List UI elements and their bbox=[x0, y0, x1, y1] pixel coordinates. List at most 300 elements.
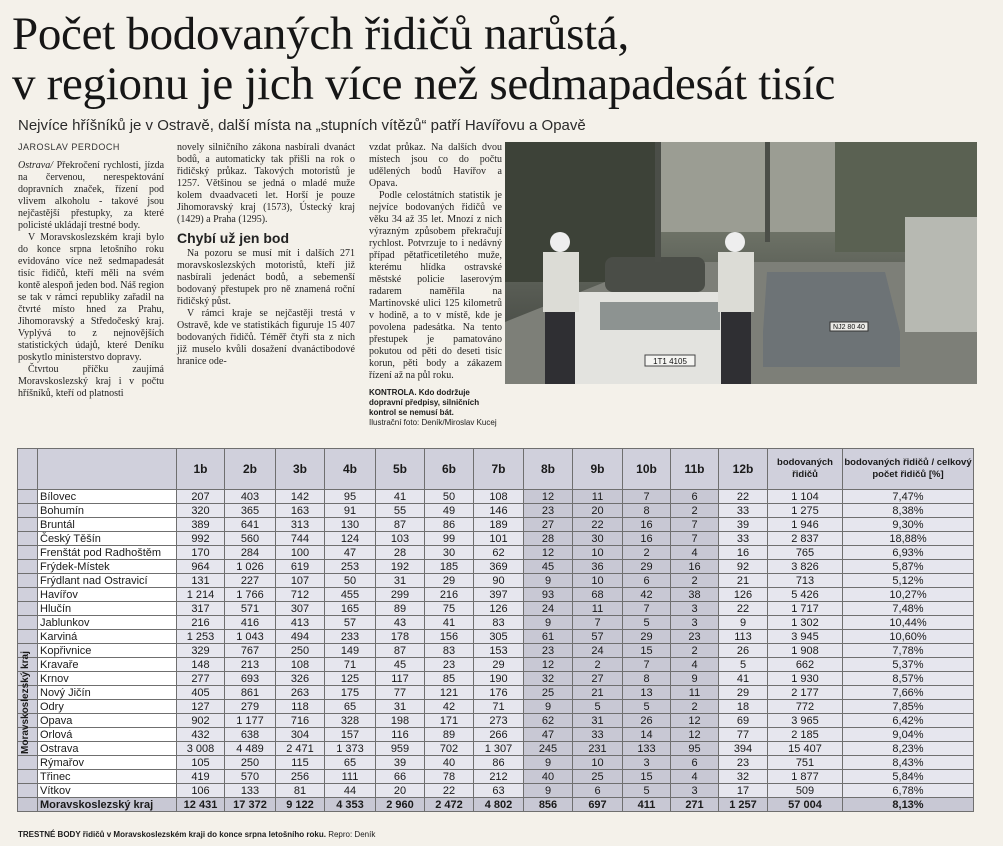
value-cell: 697 bbox=[573, 798, 623, 812]
caption-text: KONTROLA. Kdo dodržuje dopravní předpisy, silničních kontrol se nemusí bát. bbox=[369, 388, 480, 417]
value-cell: 5,84% bbox=[843, 770, 974, 784]
table-row bbox=[18, 728, 974, 742]
value-cell: 1 930 bbox=[768, 672, 843, 686]
value-cell: 16 bbox=[623, 518, 671, 532]
value-cell: 365 bbox=[225, 504, 276, 518]
table-row bbox=[18, 518, 974, 532]
value-cell: 4 489 bbox=[225, 742, 276, 756]
value-cell: 4 353 bbox=[325, 798, 376, 812]
value-cell: 328 bbox=[325, 714, 376, 728]
footer-credit: Repro: Deník bbox=[328, 830, 376, 839]
district-name-cell: Rýmařov bbox=[38, 756, 177, 770]
value-cell: 1 373 bbox=[325, 742, 376, 756]
value-cell: 116 bbox=[376, 728, 425, 742]
value-cell: 40 bbox=[425, 756, 474, 770]
value-cell: 20 bbox=[376, 784, 425, 798]
header-cell: bodovaných řidičů / celkový počet řidičů [%] bbox=[843, 449, 974, 490]
paragraph: Čtvrtou příčku zaujímá Moravskoslezský kraj i v počtu hříšníků, kteří od platnosti bbox=[18, 364, 164, 399]
value-cell: 41 bbox=[719, 672, 768, 686]
value-cell: 30 bbox=[573, 532, 623, 546]
district-name-cell: Kopřivnice bbox=[38, 644, 177, 658]
district-name-cell: Vítkov bbox=[38, 784, 177, 798]
value-cell: 4 bbox=[671, 658, 719, 672]
value-cell: 106 bbox=[177, 784, 225, 798]
value-cell: 32 bbox=[719, 770, 768, 784]
value-cell: 25 bbox=[524, 686, 573, 700]
value-cell: 641 bbox=[225, 518, 276, 532]
table-row bbox=[18, 714, 974, 728]
value-cell: 1 043 bbox=[225, 630, 276, 644]
value-cell: 78 bbox=[425, 770, 474, 784]
paragraph: Podle celostátních statistik je nejvíce bodovaných řidičů ve věku 34 až 35 let. Mnozí z nich výrazným způsobem překračují rychlost. Potvrzuje to i nedávný případ pětatřicetiletého muže, kterému hlídka ostravské městské policie laserovým radarem naměřila na Martinovské ulici 125 kilometrů v hodině, a to v místě, kde je povolena padesátka. Na tento přestupek je pamatováno pokutou od pěti do deseti tisíc korun, pěti body a zákazem řízení až na půl roku. bbox=[369, 190, 502, 381]
value-cell: 7 bbox=[671, 518, 719, 532]
value-cell: 75 bbox=[425, 602, 474, 616]
value-cell: 30 bbox=[425, 546, 474, 560]
group-cell bbox=[18, 574, 38, 588]
value-cell: 411 bbox=[623, 798, 671, 812]
value-cell: 213 bbox=[225, 658, 276, 672]
value-cell: 560 bbox=[225, 532, 276, 546]
value-cell: 47 bbox=[325, 546, 376, 560]
value-cell: 304 bbox=[276, 728, 325, 742]
paragraph: V rámci kraje se nejčastěji trestá v Ostravě, kde ve statistikách figuruje 15 407 bodovaných řidičů. Téměř čtyři sta z nich již muselo kvůli dosažení dvanáctibodové hranice ode- bbox=[177, 308, 355, 367]
value-cell: 992 bbox=[177, 532, 225, 546]
value-cell: 7,47% bbox=[843, 490, 974, 504]
value-cell: 39 bbox=[376, 756, 425, 770]
value-cell: 176 bbox=[474, 686, 524, 700]
value-cell: 63 bbox=[474, 784, 524, 798]
value-cell: 1 275 bbox=[768, 504, 843, 518]
value-cell: 7,78% bbox=[843, 644, 974, 658]
value-cell: 313 bbox=[276, 518, 325, 532]
district-name-cell: Odry bbox=[38, 700, 177, 714]
value-cell: 40 bbox=[524, 770, 573, 784]
value-cell: 7 bbox=[573, 616, 623, 630]
value-cell: 178 bbox=[376, 630, 425, 644]
statistics-table-wrap bbox=[17, 448, 975, 828]
article-column-1 bbox=[18, 160, 164, 400]
table-row bbox=[18, 630, 974, 644]
value-cell: 21 bbox=[719, 574, 768, 588]
license-plate-front: 1T1 4105 bbox=[653, 357, 687, 366]
value-cell: 7 bbox=[623, 658, 671, 672]
value-cell: 25 bbox=[573, 770, 623, 784]
group-cell bbox=[18, 532, 38, 546]
value-cell: 305 bbox=[474, 630, 524, 644]
table-row bbox=[18, 602, 974, 616]
value-cell: 93 bbox=[524, 588, 573, 602]
value-cell: 3 bbox=[623, 756, 671, 770]
statistics-table bbox=[17, 448, 974, 812]
value-cell: 9 122 bbox=[276, 798, 325, 812]
value-cell: 57 bbox=[325, 616, 376, 630]
value-cell: 23 bbox=[719, 756, 768, 770]
value-cell: 902 bbox=[177, 714, 225, 728]
value-cell: 3 945 bbox=[768, 630, 843, 644]
value-cell: 45 bbox=[376, 658, 425, 672]
value-cell: 253 bbox=[325, 560, 376, 574]
value-cell: 77 bbox=[376, 686, 425, 700]
table-row bbox=[18, 588, 974, 602]
header-cell: 6b bbox=[425, 449, 474, 490]
value-cell: 26 bbox=[623, 714, 671, 728]
value-cell: 212 bbox=[474, 770, 524, 784]
value-cell: 13 bbox=[623, 686, 671, 700]
value-cell: 23 bbox=[425, 658, 474, 672]
group-cell bbox=[18, 756, 38, 770]
value-cell: 9 bbox=[671, 672, 719, 686]
value-cell: 165 bbox=[325, 602, 376, 616]
photo-credit: Ilustrační foto: Deník/Miroslav Kucej bbox=[369, 418, 497, 427]
district-name-cell: Orlová bbox=[38, 728, 177, 742]
value-cell: 29 bbox=[623, 630, 671, 644]
value-cell: 7,85% bbox=[843, 700, 974, 714]
value-cell: 68 bbox=[573, 588, 623, 602]
district-name-cell: Český Těšín bbox=[38, 532, 177, 546]
value-cell: 9 bbox=[524, 784, 573, 798]
value-cell: 14 bbox=[623, 728, 671, 742]
value-cell: 273 bbox=[474, 714, 524, 728]
header-cell: 11b bbox=[671, 449, 719, 490]
value-cell: 5 bbox=[623, 700, 671, 714]
value-cell: 8,57% bbox=[843, 672, 974, 686]
value-cell: 108 bbox=[474, 490, 524, 504]
value-cell: 1 214 bbox=[177, 588, 225, 602]
value-cell: 65 bbox=[325, 756, 376, 770]
value-cell: 28 bbox=[524, 532, 573, 546]
value-cell: 91 bbox=[325, 504, 376, 518]
value-cell: 163 bbox=[276, 504, 325, 518]
value-cell: 10 bbox=[573, 546, 623, 560]
value-cell: 266 bbox=[474, 728, 524, 742]
group-cell bbox=[18, 560, 38, 574]
value-cell: 263 bbox=[276, 686, 325, 700]
value-cell: 3 008 bbox=[177, 742, 225, 756]
value-cell: 115 bbox=[276, 756, 325, 770]
value-cell: 277 bbox=[177, 672, 225, 686]
group-cell bbox=[18, 518, 38, 532]
value-cell: 2 bbox=[671, 504, 719, 518]
section-heading: Chybí už jen bod bbox=[177, 230, 289, 246]
value-cell: 271 bbox=[671, 798, 719, 812]
value-cell: 55 bbox=[376, 504, 425, 518]
value-cell: 33 bbox=[573, 728, 623, 742]
value-cell: 9 bbox=[524, 616, 573, 630]
value-cell: 299 bbox=[376, 588, 425, 602]
value-cell: 16 bbox=[719, 546, 768, 560]
value-cell: 87 bbox=[376, 518, 425, 532]
value-cell: 126 bbox=[474, 602, 524, 616]
value-cell: 124 bbox=[325, 532, 376, 546]
group-cell bbox=[18, 616, 38, 630]
value-cell: 198 bbox=[376, 714, 425, 728]
value-cell: 89 bbox=[425, 728, 474, 742]
district-name-cell: Hlučín bbox=[38, 602, 177, 616]
value-cell: 284 bbox=[225, 546, 276, 560]
value-cell: 216 bbox=[177, 616, 225, 630]
value-cell: 12 bbox=[524, 546, 573, 560]
value-cell: 90 bbox=[474, 574, 524, 588]
value-cell: 31 bbox=[573, 714, 623, 728]
value-cell: 18,88% bbox=[843, 532, 974, 546]
value-cell: 99 bbox=[425, 532, 474, 546]
value-cell: 146 bbox=[474, 504, 524, 518]
value-cell: 22 bbox=[573, 518, 623, 532]
value-cell: 21 bbox=[573, 686, 623, 700]
value-cell: 419 bbox=[177, 770, 225, 784]
value-cell: 662 bbox=[768, 658, 843, 672]
value-cell: 86 bbox=[474, 756, 524, 770]
header-cell: 2b bbox=[225, 449, 276, 490]
value-cell: 638 bbox=[225, 728, 276, 742]
total-row bbox=[18, 798, 974, 812]
value-cell: 29 bbox=[425, 574, 474, 588]
value-cell: 62 bbox=[474, 546, 524, 560]
article-column-2 bbox=[177, 142, 355, 368]
value-cell: 320 bbox=[177, 504, 225, 518]
dateline: Ostrava/ bbox=[18, 160, 53, 171]
value-cell: 36 bbox=[573, 560, 623, 574]
value-cell: 156 bbox=[425, 630, 474, 644]
value-cell: 189 bbox=[474, 518, 524, 532]
value-cell: 389 bbox=[177, 518, 225, 532]
district-name-cell: Opava bbox=[38, 714, 177, 728]
value-cell: 171 bbox=[425, 714, 474, 728]
value-cell: 1 908 bbox=[768, 644, 843, 658]
value-cell: 4 bbox=[671, 546, 719, 560]
value-cell: 1 104 bbox=[768, 490, 843, 504]
value-cell: 157 bbox=[325, 728, 376, 742]
value-cell: 15 bbox=[623, 770, 671, 784]
value-cell: 47 bbox=[524, 728, 573, 742]
value-cell: 130 bbox=[325, 518, 376, 532]
group-cell bbox=[18, 770, 38, 784]
value-cell: 38 bbox=[671, 588, 719, 602]
header-cell: 4b bbox=[325, 449, 376, 490]
value-cell: 133 bbox=[225, 784, 276, 798]
value-cell: 207 bbox=[177, 490, 225, 504]
value-cell: 107 bbox=[276, 574, 325, 588]
value-cell: 751 bbox=[768, 756, 843, 770]
value-cell: 5,37% bbox=[843, 658, 974, 672]
table-row bbox=[18, 560, 974, 574]
value-cell: 326 bbox=[276, 672, 325, 686]
header-cell: 9b bbox=[573, 449, 623, 490]
value-cell: 50 bbox=[325, 574, 376, 588]
value-cell: 11 bbox=[573, 490, 623, 504]
author-byline: JAROSLAV PERDOCH bbox=[18, 142, 120, 152]
table-row bbox=[18, 616, 974, 630]
value-cell: 49 bbox=[425, 504, 474, 518]
value-cell: 317 bbox=[177, 602, 225, 616]
value-cell: 69 bbox=[719, 714, 768, 728]
value-cell: 856 bbox=[524, 798, 573, 812]
value-cell: 8,23% bbox=[843, 742, 974, 756]
value-cell: 95 bbox=[671, 742, 719, 756]
value-cell: 964 bbox=[177, 560, 225, 574]
value-cell: 9,04% bbox=[843, 728, 974, 742]
value-cell: 8 bbox=[623, 672, 671, 686]
value-cell: 10 bbox=[573, 756, 623, 770]
table-row bbox=[18, 672, 974, 686]
table-row bbox=[18, 658, 974, 672]
value-cell: 11 bbox=[573, 602, 623, 616]
value-cell: 1 177 bbox=[225, 714, 276, 728]
paragraph: vzdat průkaz. Na dalších dvou místech jsou co do počtu udělených bodů Havířov a Opava. bbox=[369, 142, 502, 189]
value-cell: 8,38% bbox=[843, 504, 974, 518]
value-cell: 12 bbox=[671, 728, 719, 742]
group-cell bbox=[18, 588, 38, 602]
table-row bbox=[18, 700, 974, 714]
value-cell: 5 bbox=[719, 658, 768, 672]
value-cell: 12 431 bbox=[177, 798, 225, 812]
value-cell: 1 717 bbox=[768, 602, 843, 616]
value-cell: 121 bbox=[425, 686, 474, 700]
value-cell: 87 bbox=[376, 644, 425, 658]
value-cell: 42 bbox=[425, 700, 474, 714]
value-cell: 8,43% bbox=[843, 756, 974, 770]
value-cell: 413 bbox=[276, 616, 325, 630]
value-cell: 32 bbox=[524, 672, 573, 686]
district-name-cell: Kravaře bbox=[38, 658, 177, 672]
value-cell: 113 bbox=[719, 630, 768, 644]
value-cell: 20 bbox=[573, 504, 623, 518]
value-cell: 279 bbox=[225, 700, 276, 714]
value-cell: 43 bbox=[376, 616, 425, 630]
value-cell: 5,87% bbox=[843, 560, 974, 574]
district-name-cell: Krnov bbox=[38, 672, 177, 686]
value-cell: 494 bbox=[276, 630, 325, 644]
value-cell: 5 426 bbox=[768, 588, 843, 602]
district-name-cell: Frýdlant nad Ostravicí bbox=[38, 574, 177, 588]
district-name-cell: Havířov bbox=[38, 588, 177, 602]
value-cell: 8 bbox=[623, 504, 671, 518]
value-cell: 23 bbox=[671, 630, 719, 644]
value-cell: 29 bbox=[474, 658, 524, 672]
group-cell bbox=[18, 798, 38, 812]
value-cell: 190 bbox=[474, 672, 524, 686]
header-cell: 7b bbox=[474, 449, 524, 490]
value-cell: 33 bbox=[719, 504, 768, 518]
value-cell: 7 bbox=[623, 490, 671, 504]
value-cell: 101 bbox=[474, 532, 524, 546]
value-cell: 8,13% bbox=[843, 798, 974, 812]
value-cell: 6 bbox=[671, 490, 719, 504]
value-cell: 6 bbox=[573, 784, 623, 798]
value-cell: 148 bbox=[177, 658, 225, 672]
value-cell: 509 bbox=[768, 784, 843, 798]
value-cell: 127 bbox=[177, 700, 225, 714]
value-cell: 77 bbox=[719, 728, 768, 742]
value-cell: 772 bbox=[768, 700, 843, 714]
value-cell: 416 bbox=[225, 616, 276, 630]
value-cell: 2 bbox=[671, 700, 719, 714]
value-cell: 83 bbox=[425, 644, 474, 658]
district-name-cell: Jablunkov bbox=[38, 616, 177, 630]
value-cell: 108 bbox=[276, 658, 325, 672]
paragraph: Překročení rychlosti, jízda na červenou, nerespektování dopravních značek, řízení pod vlivem alkoholu - takové jsou nejčastější přestupky, za které policisté ukládají trestné body. bbox=[18, 160, 165, 231]
header-cell: 5b bbox=[376, 449, 425, 490]
value-cell: 153 bbox=[474, 644, 524, 658]
value-cell: 6 bbox=[623, 574, 671, 588]
value-cell: 7 bbox=[623, 602, 671, 616]
value-cell: 16 bbox=[623, 532, 671, 546]
value-cell: 5 bbox=[623, 616, 671, 630]
group-cell bbox=[18, 784, 38, 798]
value-cell: 103 bbox=[376, 532, 425, 546]
value-cell: 716 bbox=[276, 714, 325, 728]
value-cell: 18 bbox=[719, 700, 768, 714]
value-cell: 92 bbox=[719, 560, 768, 574]
value-cell: 250 bbox=[225, 756, 276, 770]
district-name-cell: Třinec bbox=[38, 770, 177, 784]
value-cell: 2 471 bbox=[276, 742, 325, 756]
table-row bbox=[18, 574, 974, 588]
value-cell: 7,66% bbox=[843, 686, 974, 700]
value-cell: 71 bbox=[474, 700, 524, 714]
value-cell: 959 bbox=[376, 742, 425, 756]
value-cell: 105 bbox=[177, 756, 225, 770]
value-cell: 185 bbox=[425, 560, 474, 574]
value-cell: 767 bbox=[225, 644, 276, 658]
value-cell: 369 bbox=[474, 560, 524, 574]
value-cell: 61 bbox=[524, 630, 573, 644]
value-cell: 86 bbox=[425, 518, 474, 532]
value-cell: 12 bbox=[671, 714, 719, 728]
value-cell: 9 bbox=[524, 574, 573, 588]
photo-caption bbox=[369, 388, 502, 428]
value-cell: 111 bbox=[325, 770, 376, 784]
table-footer bbox=[18, 830, 375, 839]
value-cell: 3 965 bbox=[768, 714, 843, 728]
value-cell: 89 bbox=[376, 602, 425, 616]
district-name-cell: Bohumín bbox=[38, 504, 177, 518]
value-cell: 15 407 bbox=[768, 742, 843, 756]
value-cell: 149 bbox=[325, 644, 376, 658]
value-cell: 1 302 bbox=[768, 616, 843, 630]
license-plate-right: NJ2 80 40 bbox=[833, 324, 865, 331]
value-cell: 5 bbox=[623, 784, 671, 798]
table-row bbox=[18, 546, 974, 560]
value-cell: 571 bbox=[225, 602, 276, 616]
value-cell: 405 bbox=[177, 686, 225, 700]
value-cell: 125 bbox=[325, 672, 376, 686]
article-column-3 bbox=[369, 142, 502, 382]
value-cell: 126 bbox=[719, 588, 768, 602]
value-cell: 1 766 bbox=[225, 588, 276, 602]
value-cell: 3 bbox=[671, 784, 719, 798]
value-cell: 95 bbox=[325, 490, 376, 504]
table-row bbox=[18, 770, 974, 784]
district-name-cell: Ostrava bbox=[38, 742, 177, 756]
value-cell: 10,27% bbox=[843, 588, 974, 602]
value-cell: 23 bbox=[524, 644, 573, 658]
header-cell: 10b bbox=[623, 449, 671, 490]
value-cell: 619 bbox=[276, 560, 325, 574]
value-cell: 2 472 bbox=[425, 798, 474, 812]
group-cell bbox=[18, 504, 38, 518]
table-row bbox=[18, 644, 974, 658]
value-cell: 3 bbox=[671, 602, 719, 616]
table-row bbox=[18, 686, 974, 700]
value-cell: 12 bbox=[524, 658, 573, 672]
value-cell: 2 bbox=[671, 644, 719, 658]
value-cell: 3 bbox=[671, 616, 719, 630]
value-cell: 83 bbox=[474, 616, 524, 630]
value-cell: 9 bbox=[524, 700, 573, 714]
value-cell: 100 bbox=[276, 546, 325, 560]
district-name-cell: Frýdek-Místek bbox=[38, 560, 177, 574]
